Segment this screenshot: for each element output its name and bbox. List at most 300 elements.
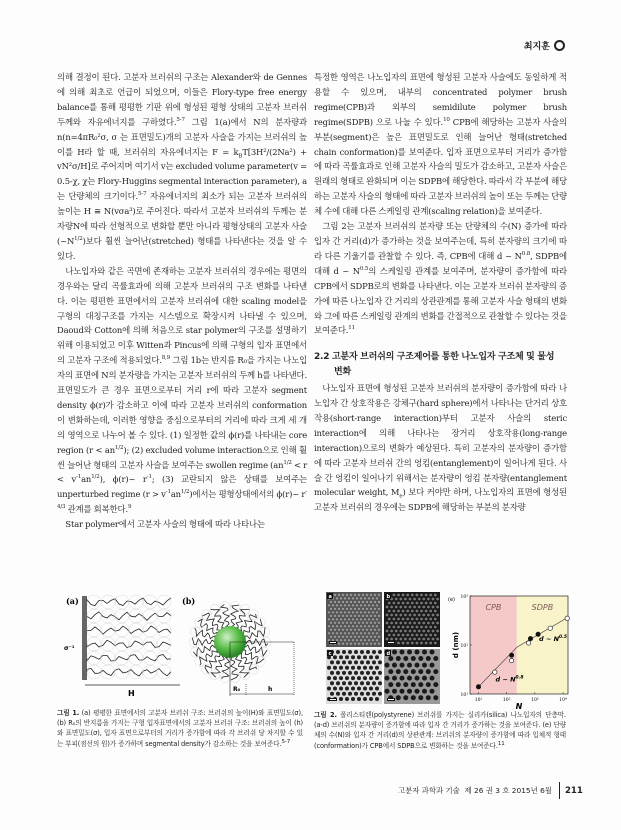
particle-dot [392, 676, 397, 681]
particle-dot [390, 630, 393, 633]
particle-dot [407, 676, 412, 681]
particle-dot [388, 626, 391, 629]
particle-dot [354, 681, 358, 685]
particle-dot [340, 639, 342, 641]
particle-dot [332, 604, 334, 606]
particle-dot [366, 601, 368, 603]
particle-dot [418, 606, 421, 609]
particle-dot [333, 676, 337, 680]
particle-dot [350, 629, 352, 631]
particle-dot [357, 655, 361, 659]
particle-dot [432, 606, 435, 609]
particle-dot [357, 666, 361, 670]
particle-dot [411, 626, 414, 629]
particle-dot [427, 598, 430, 601]
paragraph-3: Star polymer에서 고분자 사슬의 형태에 따라 나타나는 [65, 519, 265, 530]
particle-dot [368, 639, 370, 641]
blob-circle [143, 623, 157, 637]
particle-dot [357, 697, 361, 701]
particle-dot [348, 611, 350, 613]
particle-dot [432, 638, 435, 641]
panel-label: a [328, 594, 332, 600]
panel-label: b [386, 594, 391, 600]
left-column [57, 70, 307, 588]
particle-dot [420, 602, 423, 605]
particle-dot [372, 692, 376, 696]
particle-dot [350, 636, 352, 638]
particle-dot [390, 606, 393, 609]
particle-dot [360, 632, 362, 634]
particle-dot [351, 687, 355, 691]
particle-dot [354, 671, 358, 675]
particle-dot [404, 630, 407, 633]
particle-dot [409, 598, 412, 601]
particle-dot [348, 639, 350, 641]
particle-dot [375, 655, 379, 659]
particle-dot [338, 643, 340, 645]
particle-dot [368, 597, 370, 599]
particle-dot [369, 666, 373, 670]
particle-dot [402, 642, 405, 645]
particle-dot [360, 650, 364, 654]
particle-dot [378, 671, 382, 675]
particle-dot [332, 625, 334, 627]
particle-dot [425, 610, 428, 613]
particle-dot [342, 660, 346, 664]
particle-dot [370, 629, 372, 631]
particle-dot [348, 650, 352, 654]
blob-circle [143, 595, 157, 609]
fit-label: d ~ $N^{0.5}$ [538, 635, 568, 644]
particle-dot [406, 634, 409, 637]
particle-dot [338, 636, 340, 638]
particle-dot [399, 614, 402, 617]
particle-dot [348, 604, 350, 606]
footer-divider [559, 782, 560, 799]
particle-dot [364, 639, 366, 641]
particle-dot [404, 606, 407, 609]
particle-dot [434, 634, 437, 637]
particle-dot [393, 618, 396, 621]
particle-dot [330, 622, 332, 624]
particle-dot [363, 676, 367, 680]
particle-dot [344, 604, 346, 606]
blob-circle [260, 647, 270, 657]
particle-dot [418, 656, 423, 661]
particle-dot [352, 632, 354, 634]
x-tick-label: 10³ [531, 698, 539, 703]
particle-dot [330, 615, 332, 617]
particle-dot [393, 594, 396, 597]
particle-dot [370, 608, 372, 610]
blob-circle [157, 595, 171, 609]
blob-circle [191, 647, 201, 657]
particle-dot [338, 601, 340, 603]
particle-dot [346, 594, 348, 596]
particle-dot [350, 608, 352, 610]
particle-dot [415, 689, 420, 694]
particle-dot [433, 669, 438, 674]
particle-dot [362, 629, 364, 631]
particle-dot [376, 618, 378, 620]
particle-dot [385, 689, 390, 694]
particle-dot [354, 622, 356, 624]
particle-dot [345, 666, 349, 670]
particle-dot [385, 676, 390, 681]
particle-dot [368, 618, 370, 620]
particle-dot [333, 655, 337, 659]
particle-dot [354, 636, 356, 638]
particle-dot [364, 632, 366, 634]
particle-dot [386, 638, 389, 641]
blob-circle [87, 637, 101, 651]
particle-dot [352, 597, 354, 599]
data-point-filled [528, 636, 532, 640]
particle-dot [352, 618, 354, 620]
particle-dot [422, 663, 427, 668]
particle-dot [397, 618, 400, 621]
particle-dot [427, 614, 430, 617]
author-name: 최지훈 [523, 42, 550, 52]
particle-dot [369, 687, 373, 691]
particle-dot [416, 594, 419, 597]
fit-label: d ~ $N^{0.8}$ [495, 675, 524, 684]
page-footer [398, 782, 583, 799]
x-axis-label: N [515, 702, 523, 710]
particle-dot [342, 615, 344, 617]
particle-dot [388, 669, 393, 674]
particle-dot [352, 611, 354, 613]
particle-dot [370, 615, 372, 617]
particle-dot [390, 614, 393, 617]
particle-dot [436, 630, 439, 633]
particle-dot [336, 671, 340, 675]
particle-dot [334, 615, 336, 617]
particle-dot [351, 666, 355, 670]
y-tick-label: 10¹ [460, 693, 468, 698]
particle-dot [404, 614, 407, 617]
particle-dot [336, 681, 340, 685]
particle-dot [392, 663, 397, 668]
figure-1-label-b: (b) [182, 596, 196, 606]
particle-dot [378, 636, 380, 638]
particle-dot [402, 594, 405, 597]
particle-dot [425, 642, 428, 645]
fit-exponent: 0.8 [515, 675, 524, 681]
particle-dot [432, 630, 435, 633]
particle-dot [388, 610, 391, 613]
particle-dot [338, 608, 340, 610]
blob-circle [157, 609, 171, 623]
chart-e [448, 594, 569, 710]
particle-dot [388, 634, 391, 637]
particle-dot [342, 601, 344, 603]
particle-dot [430, 676, 435, 681]
particle-dot [429, 626, 432, 629]
particle-dot [340, 618, 342, 620]
particle-dot [362, 615, 364, 617]
polymer-chain [195, 628, 216, 639]
particle-dot [429, 602, 432, 605]
particle-dot [342, 692, 346, 696]
particle-dot [420, 642, 423, 645]
particle-dot [327, 687, 331, 691]
particle-dot [427, 638, 430, 641]
particle-dot [378, 629, 380, 631]
polymer-chain [236, 609, 250, 628]
blob-circle [230, 601, 240, 611]
particle-dot [395, 606, 398, 609]
particle-dot [356, 611, 358, 613]
particle-dot [422, 638, 425, 641]
particle-dot [399, 598, 402, 601]
particle-dot [348, 597, 350, 599]
particle-dot [370, 594, 372, 596]
polymer-chain [231, 605, 239, 626]
particle-dot [409, 622, 412, 625]
particle-dot [399, 622, 402, 625]
particle-dot [418, 630, 421, 633]
particle-dot [333, 687, 337, 691]
particle-dot [395, 614, 398, 617]
y-axis-label: d (nm) [452, 631, 460, 659]
particle-dot [407, 650, 412, 655]
particle-dot [402, 618, 405, 621]
particle-dot [342, 643, 344, 645]
particle-dot [352, 604, 354, 606]
particle-dot [374, 622, 376, 624]
particle-dot [386, 630, 389, 633]
particle-dot [418, 695, 423, 700]
particle-dot [340, 625, 342, 627]
particle-dot [406, 618, 409, 621]
particle-dot [422, 606, 425, 609]
particle-dot [354, 650, 358, 654]
particle-dot [425, 626, 428, 629]
particle-dot [413, 638, 416, 641]
particle-dot [429, 618, 432, 621]
h-label: h [268, 686, 273, 693]
particle-dot [344, 639, 346, 641]
particle-dot [415, 676, 420, 681]
particle-dot [372, 681, 376, 685]
particle-dot [393, 602, 396, 605]
particle-dot [411, 618, 414, 621]
particle-dot [328, 625, 330, 627]
particle-dot [339, 676, 343, 680]
particle-dot [330, 629, 332, 631]
particle-dot [370, 643, 372, 645]
particle-dot [366, 681, 370, 685]
journal-name: 고분자 과학과 기술 [398, 786, 460, 795]
particle-dot [433, 695, 438, 700]
particle-dot [404, 598, 407, 601]
particle-dot [360, 604, 362, 606]
particle-dot [427, 606, 430, 609]
particle-dot [356, 632, 358, 634]
particle-dot [375, 676, 379, 680]
particle-dot [429, 610, 432, 613]
particle-dot [366, 629, 368, 631]
particle-dot [363, 655, 367, 659]
particle-dot [413, 598, 416, 601]
particle-dot [406, 594, 409, 597]
particle-dot [346, 601, 348, 603]
particle-dot [413, 622, 416, 625]
particle-dot [378, 615, 380, 617]
particle-dot [404, 622, 407, 625]
particle-dot [375, 687, 379, 691]
figure-1-caption: 그림 1. (a) 평평한 표면에서의 고분자 브러쉬 구조: 브러쉬의 높이(H)와 표면밀도(σ), (b) R₀의 반지름을 가지는 구형 입자표면에서의 고분자 브러쉬 구조: 브러쉬의 높이 (h)와 표면밀도(σ), 입자 표면으로부터의 거리가 증가함에 따라 각 브러쉬 당 차지할 수 있는 부피(점선의 원)가 증가하며 segmental density가 감소하는 것을 보여준다.$^{5-7}$ [57, 709, 303, 748]
right-column [314, 70, 567, 588]
particle-dot [338, 594, 340, 596]
particle-dot [351, 697, 355, 701]
particle-dot [369, 655, 373, 659]
particle-dot [360, 692, 364, 696]
particle-dot [364, 611, 366, 613]
particle-dot [354, 692, 358, 696]
particle-dot [432, 622, 435, 625]
particle-dot [339, 687, 343, 691]
paragraph-2: 나노입자와 같은 곡면에 존재하는 고분자 브러쉬의 경우에는 평면의 경우와는 달리 곡률효과에 의해 고분자 브러쉬의 구조 변화를 나타낸다. 이는 평편한 표면에서의 고분자 브러쉬에 대한 scaling model을 구형의 대칭구조를 가지는 시스템으로 확장시켜 나타낼 수 있으며, Daoud와 Cotton에 의해 처음으로 star polymer의 구조를 설명하기 위해 이용되었고 이후 Witten과 Pincus에 의해 구형의 입자 표면에서의 고분자 구조에 적용되었다.$^{8,9}$ 그림 1b는 반지름 R₀을 가지는 나노입자의 표면에 N의 분자량을 가지는 고분자 브러쉬의 두께 h를 나타낸다. 표면밀도가 큰 경우 표면으로부터 거리 r에 따라 고분자 segment density ϕ(r)가 감소하고 이에 따라 고분자 브러쉬의 conformation이 변화하는데, 이러한 영향을 중심으로부터의 거리에 따라 크게 세 개의 영역으로 나누어 볼 수 있다. (1) 일정한 값의 ϕ(r)를 나타내는 core region $(r < an^{1/2})$; (2) excluded volume interaction으로 인해 훨씬 늘어난 형태의 고분자 사슬을 보여주는 swollen regime $(an^{1/2} < r < v^{-1}an^{1/2})$, ϕ(r)~ $r^{-1}$; (3) 교란되지 않은 상태를 보여주는 unperturbed regime $(r > v^{-1}an^{1/2})$에서는 평형상태에서의 ϕ(r)~ $r^{-4/3}$ 관계를 회복한다.$^9$ [57, 265, 308, 515]
particle-dot [332, 611, 334, 613]
particle-dot [350, 643, 352, 645]
particle-dot [376, 625, 378, 627]
particle-dot [385, 663, 390, 668]
particle-dot [376, 611, 378, 613]
particle-dot [374, 615, 376, 617]
particle-dot [388, 618, 391, 621]
data-point-open [565, 616, 569, 620]
particle-dot [378, 692, 382, 696]
paragraph-4: 특정한 영역은 나노입자의 표면에 형성된 고분자 사슬에도 동일하게 적용할 수 있으며, 내부의 concentrated polymer brush regime(CPB)과 외부의 semidilute polymer brush regime(SDPB) 으로 나눌 수 있다.$^{10}$ CPB에 해당하는 고분자 사슬의 부분(segment)은 높은 표면밀도로 인해 늘어난 형태(stretched chain conformation)를 보여준다. 입자 표면으로부터 거리가 증가함에 따라 곡률효과로 인해 고분자 사슬의 밀도가 감소하고, 고분자 사슬은 원래의 형태로 완화되며 이는 SDPB에 해당한다. 따라서 각 부분에 해당하는 고분자 사슬의 형태에 따라 고분자 브러쉬의 높이 또는 두께는 단량체 수에 대해 다른 스케일링 관계(scaling relation)을 보여준다. [314, 72, 567, 217]
particle-dot [407, 689, 412, 694]
particle-dot [356, 604, 358, 606]
particle-dot [336, 597, 338, 599]
particle-dot [397, 634, 400, 637]
particle-dot [342, 608, 344, 610]
particle-dot [372, 604, 374, 606]
particle-dot [413, 606, 416, 609]
particle-dot [397, 594, 400, 597]
particle-dot [338, 615, 340, 617]
particle-dot [372, 639, 374, 641]
particle-dot [370, 636, 372, 638]
figure-1-label-a: (a) [66, 596, 79, 606]
particle-dot [366, 608, 368, 610]
particle-dot [348, 671, 352, 675]
particle-dot [366, 622, 368, 624]
particle-dot [368, 625, 370, 627]
particle-dot [366, 660, 370, 664]
particle-dot [422, 650, 427, 655]
particle-dot [340, 632, 342, 634]
particle-dot [374, 601, 376, 603]
particle-dot [360, 597, 362, 599]
height-label: H [128, 689, 135, 698]
x-tick-label: 10⁴ [559, 698, 567, 703]
particle-dot [378, 594, 380, 596]
figure-2-caption: 그림 2. 폴리스티렌(polystyrene) 브러쉬를 가지는 실리카(silica) 나노입자의 단층막. (a-d) 브러쉬의 분자량이 증가함에 따라 입자 간 거리가 증가하는 것을 보여준다. (e) 단량체의 수(N)와 입자 간 거리(d)의 상관관계: 브러쉬의 분자량이 증가함에 따라 입체적 형태(conformation)가 CPB에서 SDPB으로 변화하는 것을 보여준다.$^{11}$ [314, 711, 566, 750]
particle-dot [369, 676, 373, 680]
particle-dot [395, 630, 398, 633]
particle-dot [393, 634, 396, 637]
particle-dot [350, 622, 352, 624]
page-number: 211 [564, 785, 583, 796]
chart-panel-label: (e) [448, 597, 455, 603]
particle-dot [352, 639, 354, 641]
particle-dot [386, 606, 389, 609]
particle-dot [429, 594, 432, 597]
particle-dot [357, 676, 361, 680]
particle-dot [390, 622, 393, 625]
particle-dot [420, 610, 423, 613]
blob-circle [240, 670, 250, 680]
particle-dot [411, 656, 416, 661]
particle-dot [434, 602, 437, 605]
particle-dot [411, 602, 414, 605]
blob-circle [101, 595, 115, 609]
r0-label: R₀ [233, 686, 241, 693]
particle-dot [364, 604, 366, 606]
particle-dot [360, 671, 364, 675]
particle-dot [378, 681, 382, 685]
blob-circle [129, 651, 143, 665]
particle-dot [416, 618, 419, 621]
particle-dot [376, 632, 378, 634]
data-point-open [548, 626, 552, 630]
particle-dot [342, 636, 344, 638]
particle-dot [427, 622, 430, 625]
particle-dot [372, 625, 374, 627]
particle-dot [344, 597, 346, 599]
particle-dot [378, 608, 380, 610]
particle-dot [330, 636, 332, 638]
particle-dot [413, 630, 416, 633]
particle-dot [432, 598, 435, 601]
particle-dot [402, 634, 405, 637]
polymer-chain [222, 658, 229, 680]
running-header [524, 39, 565, 52]
x-tick-label: 10¹ [474, 698, 483, 703]
particle-dot [386, 622, 389, 625]
particle-dot [399, 606, 402, 609]
particle-dot [368, 604, 370, 606]
particle-dot [327, 666, 331, 670]
blob-circle [129, 665, 143, 679]
polymer-chain [231, 658, 239, 680]
particle-dot [366, 650, 370, 654]
particle-dot [358, 601, 360, 603]
particle-dot [397, 610, 400, 613]
particle-dot [411, 695, 416, 700]
particle-dot [342, 650, 346, 654]
data-point-open [493, 670, 497, 674]
particle-dot [418, 669, 423, 674]
particle-dot [348, 692, 352, 696]
particle-dot [336, 625, 338, 627]
particle-dot [366, 594, 368, 596]
particle-dot [422, 598, 425, 601]
figure-1 [62, 592, 297, 704]
issue-info: 제 26 권 3 호 2015년 6월 [464, 786, 552, 795]
particle-dot [372, 660, 376, 664]
particle-dot [430, 689, 435, 694]
particle-dot [434, 610, 437, 613]
particle-dot [332, 618, 334, 620]
region-label-sdpb: SDPB [531, 603, 554, 612]
particle-dot [420, 626, 423, 629]
